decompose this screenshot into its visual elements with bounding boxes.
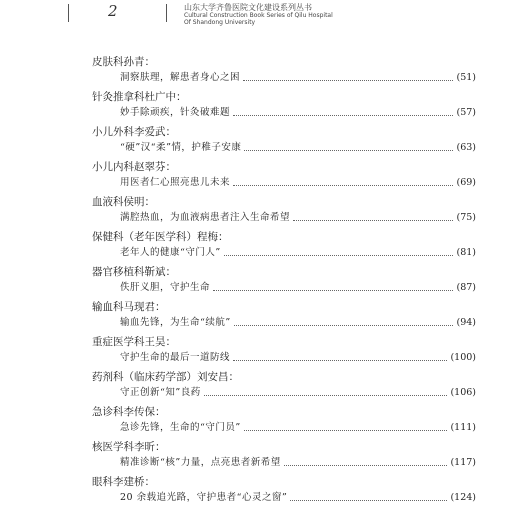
- toc-entry: [120, 106, 476, 120]
- toc-entry: [120, 211, 476, 225]
- toc-department: 重症医学科王昊：: [92, 336, 176, 348]
- toc-entry-title: 守护生命的最后一道防线: [120, 352, 231, 363]
- toc-leader-dots: [243, 79, 453, 81]
- toc-entry: [120, 246, 476, 260]
- toc-entry: [120, 316, 476, 330]
- series-title-cn: 山东大学齐鲁医院文化建设系列丛书: [184, 3, 312, 12]
- toc-entry-title: 老年人的健康“守门人”: [120, 247, 221, 258]
- toc-department: 输血科马现君：: [92, 301, 166, 313]
- toc-leader-dots: [213, 289, 453, 291]
- toc-entry-page: (94): [456, 317, 476, 328]
- toc-entry-title: 佚肝义胆，守护生命: [120, 282, 211, 293]
- toc-entry-title: 守正创新“知”良药: [120, 387, 201, 398]
- toc-entry: [120, 456, 476, 470]
- toc-department: 眼科李建桥：: [92, 476, 155, 488]
- toc-department: 小儿外科李爱武：: [92, 126, 176, 138]
- toc-entry-title: 妙手除顽疾，针灸破难题: [120, 107, 231, 118]
- toc-department: 器官移植科靳斌：: [92, 266, 176, 278]
- toc-entry-page: (81): [456, 247, 476, 258]
- toc-entry: [120, 141, 476, 155]
- toc-entry-page: (69): [456, 177, 476, 188]
- toc-entry-title: “硬”汉“柔”情，护稚子安康: [120, 142, 242, 153]
- toc-department: 药剂科（临床药学部）刘安昌：: [92, 371, 239, 383]
- toc-entry-title: 20 余载追光路，守护患者“心灵之窗”: [120, 492, 288, 503]
- toc-entry: [120, 71, 476, 85]
- toc-entry-page: (106): [450, 387, 476, 398]
- toc-entry-page: (124): [450, 492, 476, 503]
- toc-entry-title: 满腔热血，为血液病患者注入生命希望: [120, 212, 291, 223]
- toc-entry: [120, 421, 476, 435]
- toc-entry-title: 精准诊断“核”力量，点亮患者新希望: [120, 457, 281, 468]
- toc-leader-dots: [233, 359, 447, 361]
- toc-leader-dots: [234, 324, 454, 326]
- toc-department: 核医学科李昕：: [92, 441, 166, 453]
- toc-entry-title: 用医者仁心照亮患儿未来: [120, 177, 231, 188]
- toc-leader-dots: [244, 149, 453, 151]
- toc-department: 小儿内科赵翠芬：: [92, 161, 176, 173]
- toc-leader-dots: [233, 184, 453, 186]
- toc-leader-dots: [233, 114, 453, 116]
- toc-entry-page: (87): [456, 282, 476, 293]
- toc-leader-dots: [244, 429, 448, 431]
- toc-entry-title: 急诊先锋，生命的“守门员”: [120, 422, 241, 433]
- toc-department: 血液科侯明：: [92, 196, 155, 208]
- toc-entry: [120, 176, 476, 190]
- toc-entry-title: 输血先锋，为生命“续航”: [120, 317, 231, 328]
- toc-entry: [120, 386, 476, 400]
- toc-entry-page: (117): [450, 457, 476, 468]
- series-title-en-line1: Cultural Construction Book Series of Qilu Hospital: [184, 12, 333, 19]
- toc-department: 保健科（老年医学科）程梅：: [92, 231, 229, 243]
- toc-entry: [120, 281, 476, 295]
- toc-department: 急诊科李传保：: [92, 406, 166, 418]
- toc-leader-dots: [224, 254, 454, 256]
- toc-entry-page: (51): [456, 72, 476, 83]
- toc-leader-dots: [284, 464, 448, 466]
- series-title-en-line2: Of Shandong University: [184, 19, 256, 26]
- toc-entry: [120, 351, 476, 365]
- toc-leader-dots: [204, 394, 448, 396]
- toc-leader-dots: [290, 499, 447, 501]
- toc-department: 针灸推拿科杜广中：: [92, 91, 187, 103]
- toc-department: 皮肤科孙青：: [92, 56, 155, 68]
- toc-entry-page: (63): [456, 142, 476, 153]
- toc-entry-page: (100): [450, 352, 476, 363]
- page-number: 2: [108, 2, 118, 20]
- toc-entry-page: (111): [450, 422, 476, 433]
- toc-entry-page: (75): [456, 212, 476, 223]
- toc-entry-title: 洞察肤理，解患者身心之困: [120, 72, 241, 83]
- toc-entry-page: (57): [456, 107, 476, 118]
- toc-entry: [120, 491, 476, 505]
- toc-leader-dots: [293, 219, 453, 221]
